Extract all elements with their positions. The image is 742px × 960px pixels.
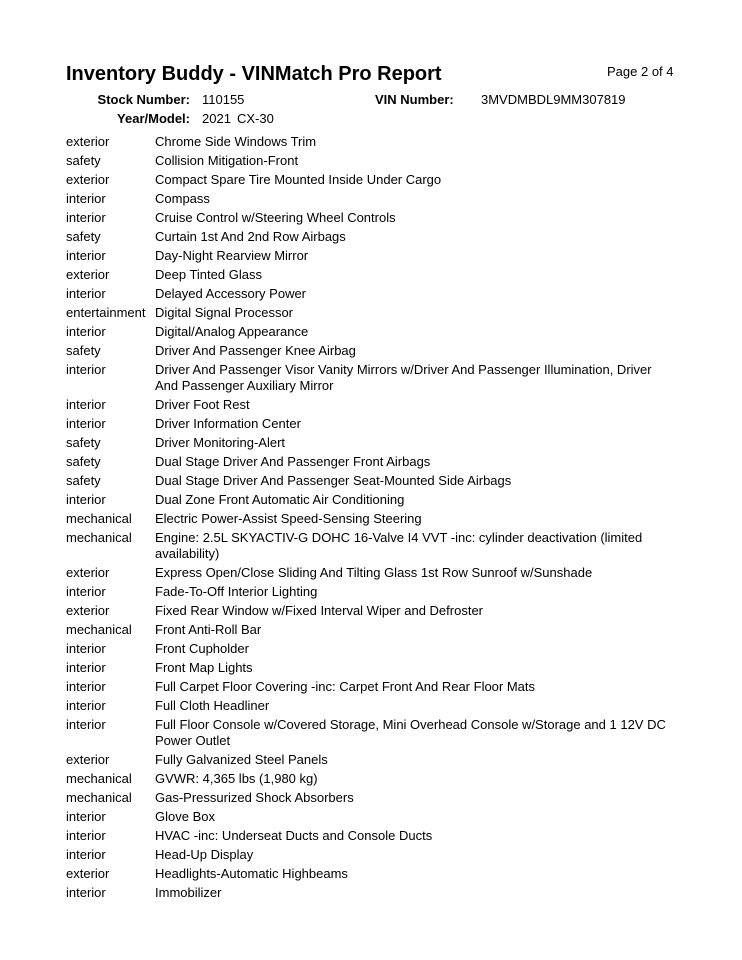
feature-row bbox=[66, 828, 678, 844]
feature-description: Head-Up Display bbox=[155, 847, 254, 862]
feature-description: Chrome Side Windows Trim bbox=[155, 134, 317, 149]
feature-description: Full Carpet Floor Covering -inc: Carpet Front And Rear Floor Mats bbox=[155, 679, 536, 694]
feature-category: interior bbox=[66, 416, 106, 431]
feature-description: Gas-Pressurized Shock Absorbers bbox=[155, 790, 354, 805]
feature-description: Compass bbox=[155, 191, 210, 206]
feature-description: Fixed Rear Window w/Fixed Interval Wiper and Defroster bbox=[155, 603, 484, 618]
feature-category: mechanical bbox=[66, 622, 132, 637]
feature-description: Front Map Lights bbox=[155, 660, 253, 675]
feature-row bbox=[66, 622, 678, 638]
feature-category: exterior bbox=[66, 866, 110, 881]
feature-row bbox=[66, 324, 678, 340]
feature-row bbox=[66, 717, 678, 749]
feature-category: interior bbox=[66, 191, 106, 206]
feature-row bbox=[66, 492, 678, 508]
feature-row bbox=[66, 584, 678, 600]
feature-category: interior bbox=[66, 641, 106, 656]
feature-row bbox=[66, 134, 678, 150]
feature-category: exterior bbox=[66, 565, 110, 580]
feature-description: Day-Night Rearview Mirror bbox=[155, 248, 309, 263]
feature-description: Collision Mitigation-Front bbox=[155, 153, 299, 168]
feature-description: Immobilizer bbox=[155, 885, 222, 900]
feature-category: safety bbox=[66, 473, 101, 488]
feature-row bbox=[66, 679, 678, 695]
feature-category: exterior bbox=[66, 603, 110, 618]
feature-row bbox=[66, 866, 678, 882]
feature-row bbox=[66, 343, 678, 359]
model-value: CX-30 bbox=[237, 111, 274, 126]
feature-category: interior bbox=[66, 286, 106, 301]
feature-row bbox=[66, 397, 678, 413]
feature-description: Dual Zone Front Automatic Air Conditioning bbox=[155, 492, 405, 507]
feature-description: Dual Stage Driver And Passenger Seat-Mounted Side Airbags bbox=[155, 473, 512, 488]
feature-row bbox=[66, 286, 678, 302]
feature-row bbox=[66, 771, 678, 787]
feature-category: interior bbox=[66, 809, 106, 824]
feature-row bbox=[66, 603, 678, 619]
feature-category: interior bbox=[66, 210, 106, 225]
feature-category: safety bbox=[66, 229, 101, 244]
feature-description: Fade-To-Off Interior Lighting bbox=[155, 584, 318, 599]
vin-number-label: VIN Number: bbox=[375, 92, 454, 107]
feature-description: Digital Signal Processor bbox=[155, 305, 294, 320]
feature-row bbox=[66, 191, 678, 207]
feature-row bbox=[66, 248, 678, 264]
feature-row bbox=[66, 416, 678, 432]
feature-category: interior bbox=[66, 698, 106, 713]
feature-category: safety bbox=[66, 454, 101, 469]
feature-row bbox=[66, 809, 678, 825]
feature-description: Engine: 2.5L SKYACTIV-G DOHC 16-Valve I4 VVT -inc: cylinder deactivation (limited availability) bbox=[155, 530, 643, 561]
feature-description: Full Cloth Headliner bbox=[155, 698, 270, 713]
feature-description: Cruise Control w/Steering Wheel Controls bbox=[155, 210, 396, 225]
feature-category: exterior bbox=[66, 172, 110, 187]
feature-row bbox=[66, 698, 678, 714]
feature-row bbox=[66, 790, 678, 806]
feature-category: interior bbox=[66, 847, 106, 862]
feature-row bbox=[66, 473, 678, 489]
feature-category: interior bbox=[66, 679, 106, 694]
feature-description: GVWR: 4,365 lbs (1,980 kg) bbox=[155, 771, 318, 786]
feature-category: interior bbox=[66, 717, 106, 732]
feature-category: mechanical bbox=[66, 790, 132, 805]
feature-category: safety bbox=[66, 343, 101, 358]
feature-category: safety bbox=[66, 435, 101, 450]
feature-category: mechanical bbox=[66, 511, 132, 526]
feature-description: Electric Power-Assist Speed-Sensing Steering bbox=[155, 511, 422, 526]
feature-category: interior bbox=[66, 828, 106, 843]
page-indicator: Page 2 of 4 bbox=[607, 64, 674, 79]
feature-row bbox=[66, 511, 678, 527]
feature-description: Deep Tinted Glass bbox=[155, 267, 262, 282]
feature-description: Driver Monitoring-Alert bbox=[155, 435, 286, 450]
feature-category: interior bbox=[66, 584, 106, 599]
vin-number-value: 3MVDMBDL9MM307819 bbox=[481, 92, 626, 107]
feature-row bbox=[66, 210, 678, 226]
feature-row bbox=[66, 362, 678, 394]
year-value: 2021 bbox=[202, 111, 231, 126]
feature-category: interior bbox=[66, 397, 106, 412]
feature-row bbox=[66, 660, 678, 676]
feature-description: Driver And Passenger Knee Airbag bbox=[155, 343, 356, 358]
report-title: Inventory Buddy - VINMatch Pro Report bbox=[66, 63, 442, 85]
feature-row bbox=[66, 885, 678, 901]
feature-row bbox=[66, 305, 678, 321]
feature-description: Driver And Passenger Visor Vanity Mirrors w/Driver And Passenger Illumination, Driver And Passenger Auxiliary Mirror bbox=[155, 362, 652, 393]
feature-category: interior bbox=[66, 248, 106, 263]
feature-row bbox=[66, 153, 678, 169]
feature-row bbox=[66, 752, 678, 768]
feature-row bbox=[66, 435, 678, 451]
feature-description: Dual Stage Driver And Passenger Front Airbags bbox=[155, 454, 431, 469]
feature-category: mechanical bbox=[66, 771, 132, 786]
feature-description: Driver Foot Rest bbox=[155, 397, 250, 412]
feature-description: Full Floor Console w/Covered Storage, Mini Overhead Console w/Storage and 1 12V DC Power Outlet bbox=[155, 717, 666, 748]
feature-description: Front Anti-Roll Bar bbox=[155, 622, 262, 637]
stock-number-value: 110155 bbox=[202, 92, 245, 107]
feature-row bbox=[66, 847, 678, 863]
feature-row bbox=[66, 172, 678, 188]
feature-category: exterior bbox=[66, 267, 110, 282]
feature-description: Curtain 1st And 2nd Row Airbags bbox=[155, 229, 346, 244]
feature-description: Glove Box bbox=[155, 809, 215, 824]
feature-category: mechanical bbox=[66, 530, 132, 545]
feature-row bbox=[66, 641, 678, 657]
feature-category: exterior bbox=[66, 752, 110, 767]
feature-category: interior bbox=[66, 660, 106, 675]
feature-description: Express Open/Close Sliding And Tilting Glass 1st Row Sunroof w/Sunshade bbox=[155, 565, 593, 580]
feature-description: Headlights-Automatic Highbeams bbox=[155, 866, 348, 881]
feature-category: safety bbox=[66, 153, 101, 168]
feature-row bbox=[66, 267, 678, 283]
feature-category: interior bbox=[66, 324, 106, 339]
feature-row bbox=[66, 229, 678, 245]
feature-row bbox=[66, 530, 678, 562]
feature-list bbox=[66, 134, 678, 904]
feature-row bbox=[66, 565, 678, 581]
feature-description: HVAC -inc: Underseat Ducts and Console Ducts bbox=[155, 828, 433, 843]
feature-category: interior bbox=[66, 362, 106, 377]
feature-row bbox=[66, 454, 678, 470]
feature-category: interior bbox=[66, 885, 106, 900]
feature-description: Front Cupholder bbox=[155, 641, 249, 656]
feature-category: interior bbox=[66, 492, 106, 507]
feature-description: Compact Spare Tire Mounted Inside Under Cargo bbox=[155, 172, 442, 187]
feature-category: entertainment bbox=[66, 305, 146, 320]
feature-description: Fully Galvanized Steel Panels bbox=[155, 752, 328, 767]
feature-description: Driver Information Center bbox=[155, 416, 301, 431]
feature-description: Digital/Analog Appearance bbox=[155, 324, 309, 339]
year-model-label: Year/Model: bbox=[117, 111, 190, 126]
feature-category: exterior bbox=[66, 134, 110, 149]
feature-description: Delayed Accessory Power bbox=[155, 286, 307, 301]
stock-number-label: Stock Number: bbox=[97, 92, 190, 107]
